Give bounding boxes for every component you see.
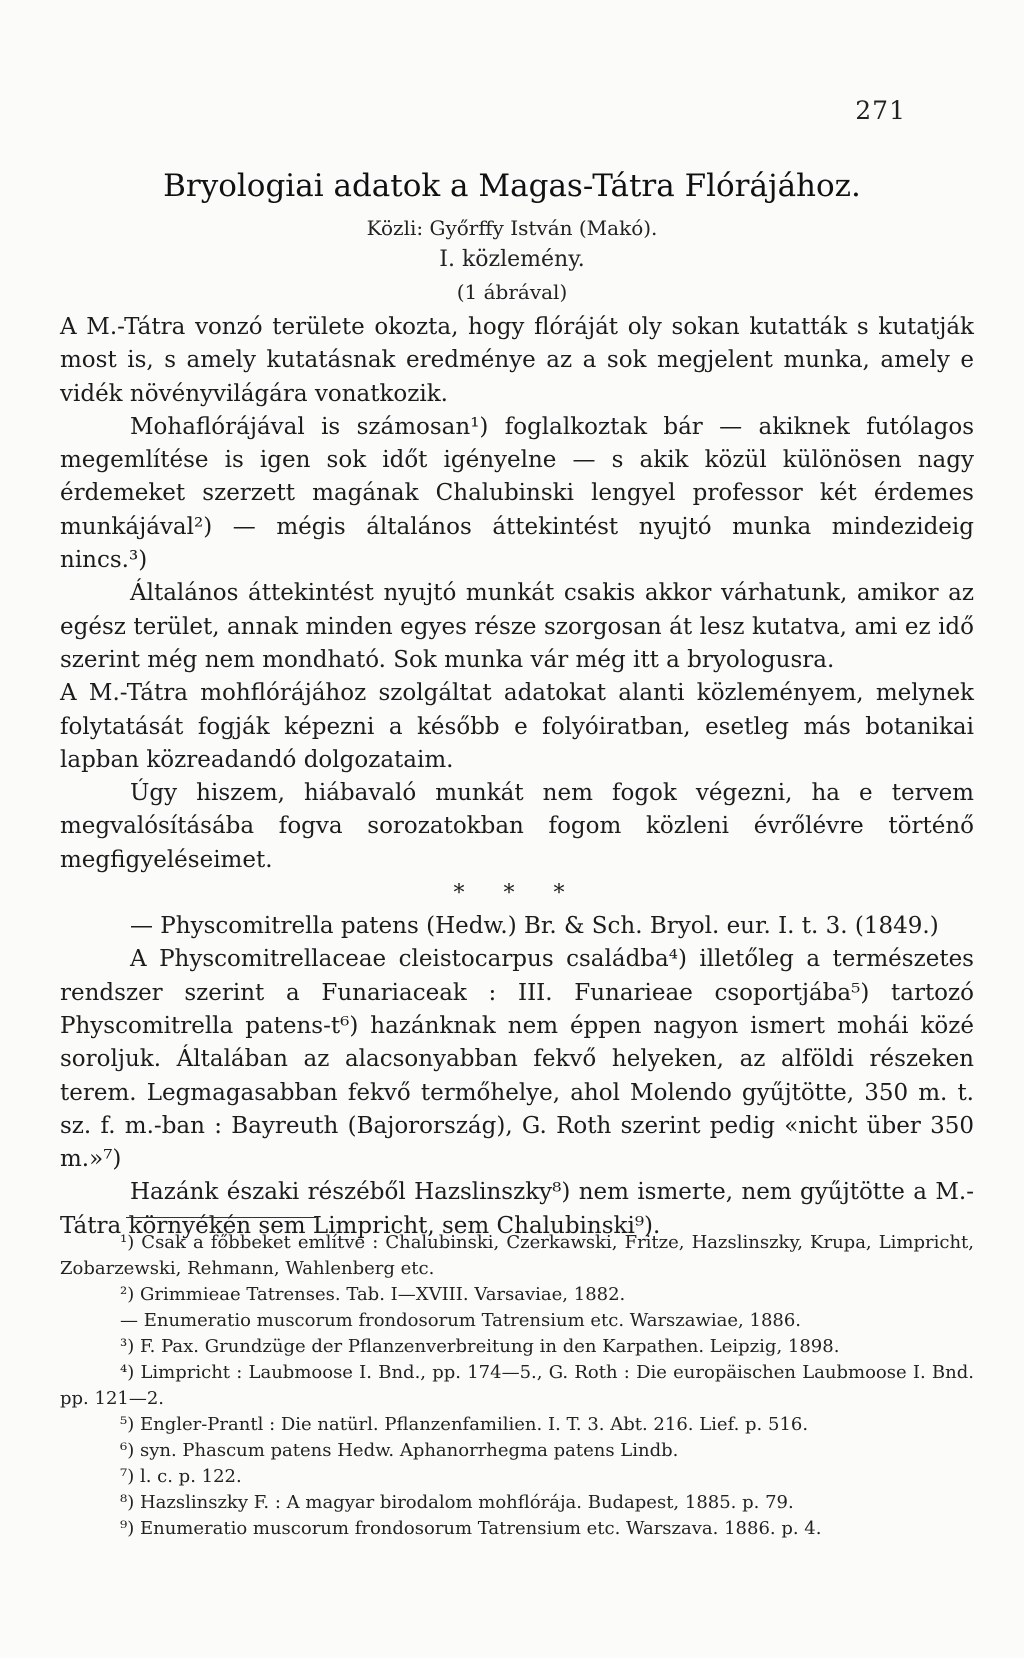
paragraph: A M.-Tátra vonzó területe okozta, hogy flóráját oly sokan kutatták s kutatják most is, s amely kutatásnak eredménye az a sok megjelent munka, amely e vidék növényvilágára vonatkozik.: [60, 314, 974, 407]
footnote: — Enumeratio muscorum frondosorum Tatrensium etc. Warszawiae, 1886.: [120, 1310, 802, 1331]
paragraph: A Physcomitrellaceae cleistocarpus családba⁴) illetőleg a természetes rendszer szerint a Funariaceak : III. Funarieae csoportjába⁵) tartozó Physcomitrella patens-t⁶) hazánknak nem éppen nagyon ismert mohái közé soroljuk. Általában az alacsonyabban fekvő helyeken, az alföldi részeken terem. Legmagasabban fekvő termőhelye, ahol Molendo gyűjtötte, 350 m. t. sz. f. m.-ban : Bayreuth (Bajorország), G. Roth szerint pedig «nicht über 350 m.»⁷): [60, 946, 974, 1173]
footnote: ⁵) Engler-Prantl : Die natürl. Pflanzenfamilien. I. T. 3. Abt. 216. Lief. p. 516.: [120, 1414, 809, 1435]
footnote: ⁴) Limpricht : Laubmoose I. Bnd., pp. 174—5., G. Roth : Die europäischen Laubmoose I. Bnd. pp. 121—2.: [60, 1362, 974, 1409]
page-number: 271: [855, 96, 906, 125]
species-heading: — Physcomitrella patens (Hedw.) Br. & Sch. Bryol. eur. I. t. 3. (1849.): [130, 913, 939, 940]
paragraph: A M.-Tátra mohflórájához szolgáltat adatokat alanti közleményem, melynek folytatását fogják képezni a később e folyóiratban, esetleg más botanikai lapban közreadandó dolgozataim.: [60, 680, 974, 773]
footnote: ⁶) syn. Phascum patens Hedw. Aphanorrhegma patens Lindb.: [120, 1440, 679, 1461]
footnote: ⁷) l. c. p. 122.: [120, 1466, 242, 1487]
footnotes: [60, 1230, 974, 1542]
paragraph: Mohaflórájával is számosan¹) foglalkoztak bár — akiknek futólagos megemlítése is igen sok időt igényelne — s akik közül különösen nagy érdemeket szerzett magának Chalubinski lengyel professor két érdemes munkájával²) — mégis általános áttekintést nyujtó munka mindezideig nincs.³): [60, 413, 974, 574]
paragraph: Általános áttekintést nyujtó munkát csakis akkor várhatunk, amikor az egész terület, annak minden egyes része szorgosan át lesz kutatva, ami ez idő szerint még nem mondható. Sok munka vár még itt a bryologusra.: [60, 580, 974, 673]
paragraph: Hazánk északi részéből Hazslinszky⁸) nem ismerte, nem gyűjtötte a M.-Tátra környékén sem Limpricht, sem Chalubinski⁹).: [60, 1179, 974, 1239]
author-byline: Közli: Győrffy István (Makó).: [366, 216, 658, 240]
article-body: [60, 311, 974, 1243]
figure-count: (1 ábrával): [456, 280, 568, 304]
part-label: I. közlemény.: [439, 247, 585, 272]
paragraph: Úgy hiszem, hiábavaló munkát nem fogok végezni, ha e tervem megvalósításába fogva sorozatokban fogom közleni évrőlévre történő megfigyeléseimet.: [60, 780, 974, 873]
footnote: ²) Grimmieae Tatrenses. Tab. I—XVIII. Varsaviae, 1882.: [120, 1284, 626, 1305]
footnote: ³) F. Pax. Grundzüge der Pflanzenverbreitung in den Karpathen. Leipzig, 1898.: [120, 1336, 840, 1357]
footnote: ⁹) Enumeratio muscorum frondosorum Tatrensium etc. Warszava. 1886. p. 4.: [120, 1518, 822, 1539]
footnote-rule: [126, 1217, 316, 1218]
article-title: Bryologiai adatok a Magas-Tátra Flórájához.: [163, 168, 861, 204]
footnote: ⁸) Hazslinszky F. : A magyar birodalom mohflórája. Budapest, 1885. p. 79.: [120, 1492, 794, 1513]
section-divider-stars: * * *: [453, 881, 581, 907]
footnote: ¹) Csak a főbbeket említve : Chalubinski, Czerkawski, Fritze, Hazslinszky, Krupa, Limpricht, Zobarzewski, Rehmann, Wahlenberg etc.: [60, 1232, 974, 1279]
